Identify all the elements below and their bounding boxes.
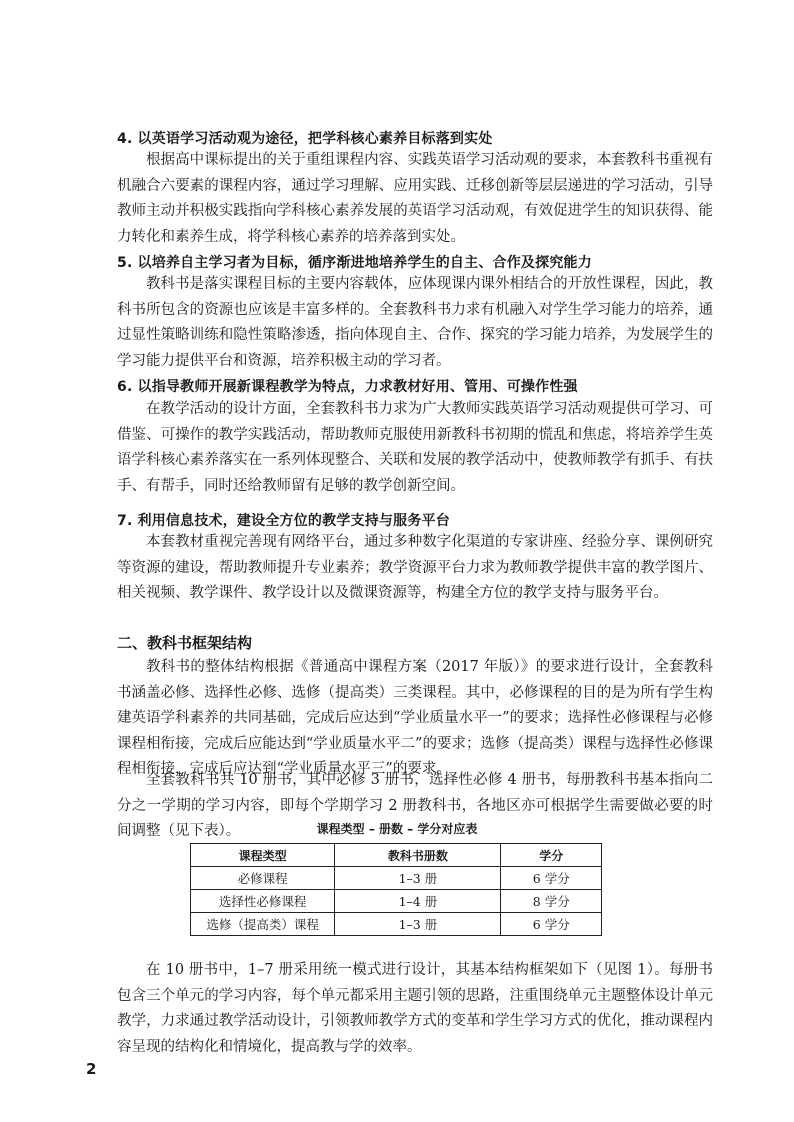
table-caption: 课程类型 – 册数 – 学分对应表 <box>316 822 478 836</box>
table-cell: 1–3 册 <box>335 913 501 936</box>
framework-paragraph-1: 教科书的整体结构根据《普通高中课程方案（2017 年版）》的要求进行设计，全套教科书涵盖必修、选择性必修、选修（提高类）三类课程。其中，必修课程的目的是为所有学生构建英语学科素养的共同基础，完成后应达到“学业质量水平一”的要求；选择性必修课程与必修课程相衔接，完成后应能达到“学业质量水平二”的要求；选修（提高类）课程与选择性必修课程相衔接，完成后应达到“学业质量水平三”的要求。 <box>117 659 713 777</box>
heading-5: 5. 以培养自主学习者为目标，循序渐进地培养学生的自主、合作及探究能力 <box>117 255 592 271</box>
table-header: 教科书册数 <box>335 844 501 867</box>
table-cell: 6 学分 <box>501 913 602 936</box>
table-cell: 选择性必修课程 <box>191 890 335 913</box>
course-credit-table <box>190 843 602 936</box>
framework-paragraph-3: 在 10 册书中，1–7 册采用统一模式进行设计，其基本结构框架如下（见图 1）。每册书包含三个单元的学习内容，每个单元都采用主题引领的思路，注重围绕单元主题整体设计单元教学，力求通过教学活动设计，引领教师教学方式的变革和学生学习方式的优化，推动课程内容呈现的结构化和情境化，提高教与学的效率。 <box>117 962 713 1055</box>
paragraph-5: 教科书是落实课程目标的主要内容载体，应体现课内课外相结合的开放性课程，因此，教科书所包含的资源也应该是丰富多样的。全套教科书力求有机融入对学生学习能力的培养，通过显性策略训练和隐性策略渗透，指向体现自主、合作、探究的学习能力培养，为发展学生的学习能力提供平台和资源，培养积极主动的学习者。 <box>117 276 713 369</box>
table-row <box>191 867 602 890</box>
paragraph-7: 本套教材重视完善现有网络平台，通过多种数字化渠道的专家讲座、经验分享、课例研究等资源的建设，帮助教师提升专业素养；教学资源平台力求为教师教学提供丰富的教学图片、相关视频、教学课件、教学设计以及微课资源等，构建全方位的教学支持与服务平台。 <box>117 534 713 601</box>
heading-7: 7. 利用信息技术，建设全方位的教学支持与服务平台 <box>117 513 450 529</box>
table-header: 学分 <box>501 844 602 867</box>
paragraph-6: 在教学活动的设计方面，全套教科书力求为广大教师实践英语学习活动观提供可学习、可借鉴、可操作的教学实践活动，帮助教师克服使用新教科书初期的慌乱和焦虑，将培养学生英语学科核心素养落实在一系列体现整合、关联和发展的教学活动中，使教师教学有抓手、有扶手、有帮手，同时还给教师留有足够的教学创新空间。 <box>117 401 713 494</box>
framework-paragraph-2: 全套教科书共 10 册书，其中必修 3 册书，选择性必修 4 册书，每册教科书基本指向二分之一学期的学习内容，即每个学期学习 2 册教科书，各地区亦可根据学生需要做必要的时间调整（见下表）。 <box>117 772 713 839</box>
heading-4: 4. 以英语学习活动观为途径，把学科核心素养目标落到实处 <box>117 131 493 147</box>
section-title: 二、教科书框架结构 <box>117 634 253 652</box>
table-cell: 6 学分 <box>501 867 602 890</box>
heading-6: 6. 以指导教师开展新课程教学为特点，力求教材好用、管用、可操作性强 <box>117 379 578 395</box>
table-header: 课程类型 <box>191 844 335 867</box>
table-header-row <box>191 844 602 867</box>
table-cell: 选修（提高类）课程 <box>191 913 335 936</box>
table-cell: 必修课程 <box>191 867 335 890</box>
table-cell: 8 学分 <box>501 890 602 913</box>
page-number: 2 <box>86 1060 97 1078</box>
table-row <box>191 913 602 936</box>
table-cell: 1–4 册 <box>335 890 501 913</box>
table-cell: 1–3 册 <box>335 867 501 890</box>
table-row <box>191 890 602 913</box>
paragraph-4: 根据高中课标提出的关于重组课程内容、实践英语学习活动观的要求，本套教科书重视有机融合六要素的课程内容，通过学习理解、应用实践、迁移创新等层层递进的学习活动，引导教师主动并积极实践指向学科核心素养发展的英语学习活动观，有效促进学生的知识获得、能力转化和素养生成，将学科核心素养的培养落到实处。 <box>117 152 713 245</box>
